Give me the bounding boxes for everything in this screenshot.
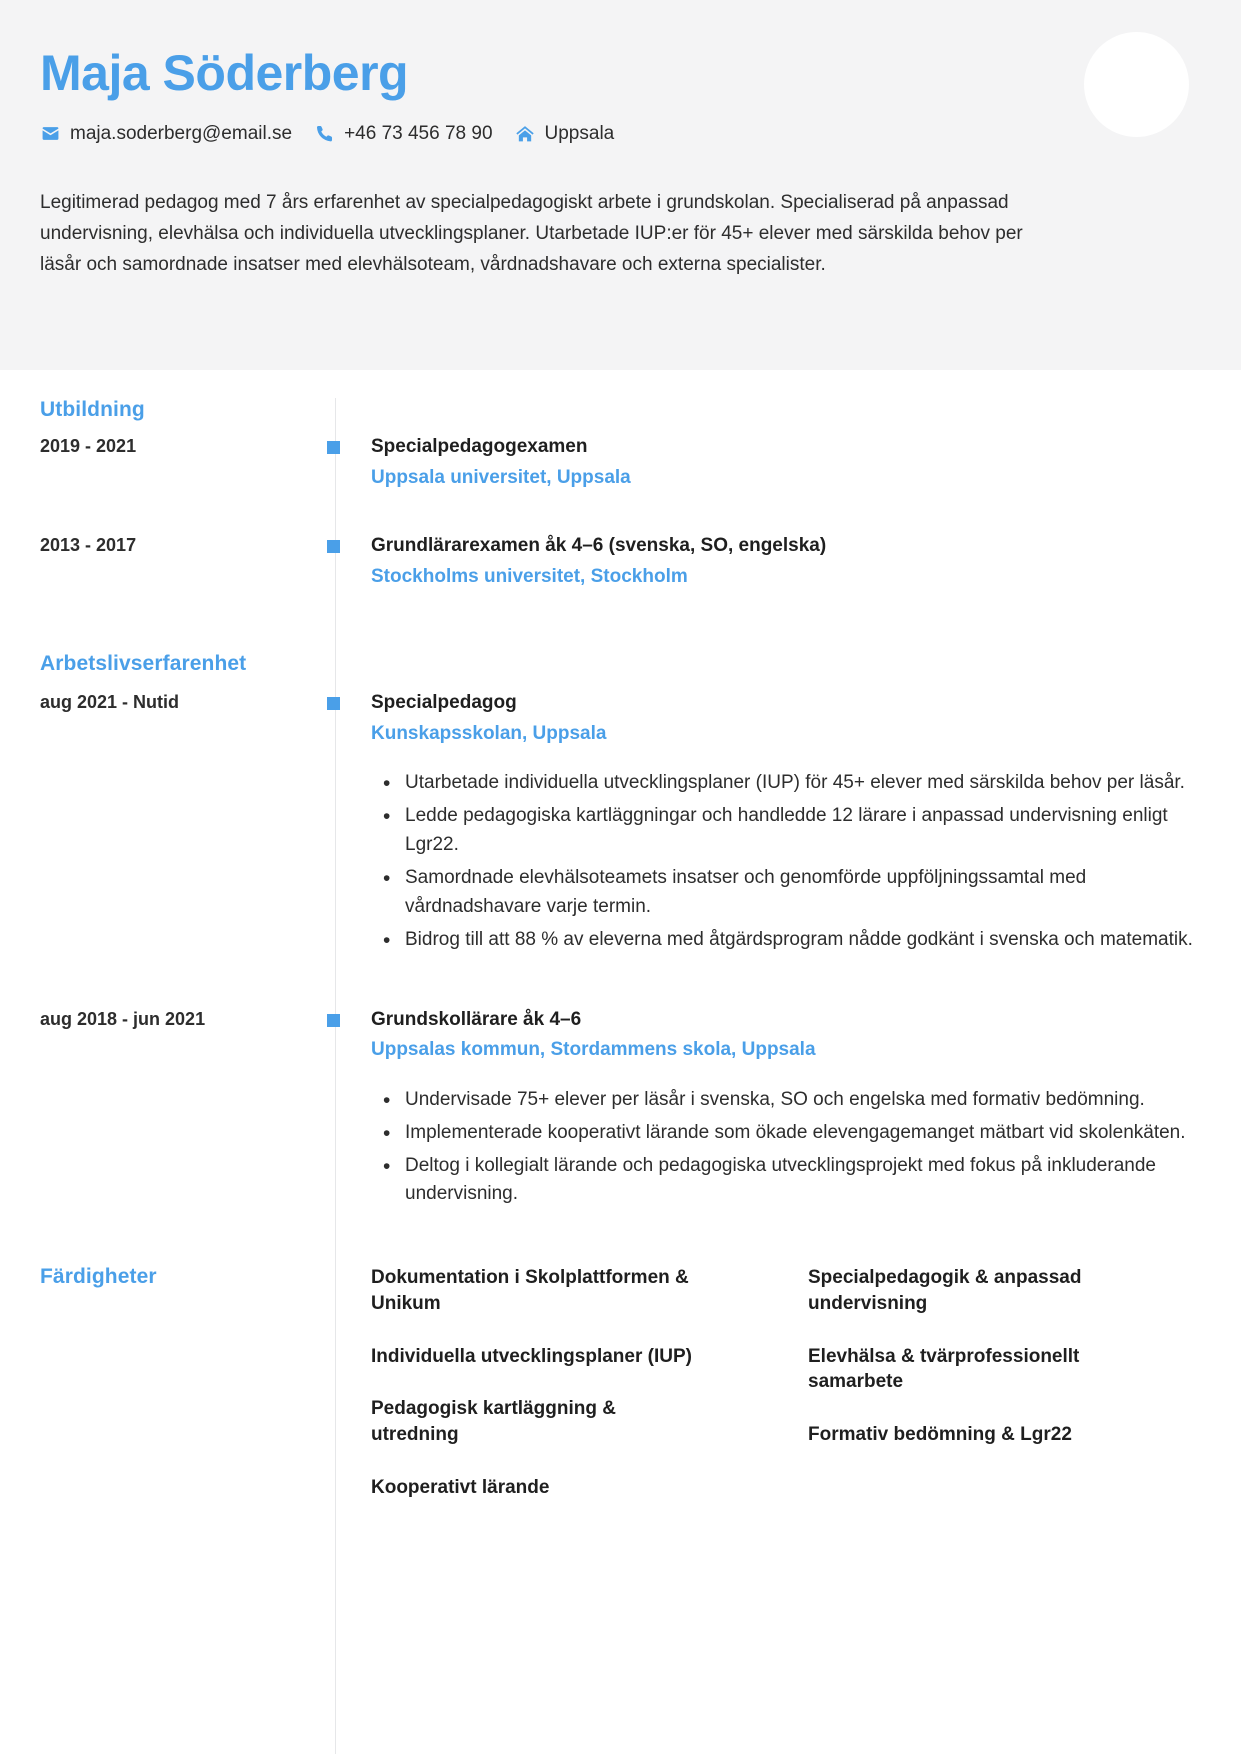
- skills-column-left: [371, 1265, 764, 1527]
- list-item: • Undervisade 75+ elever per läsår i svenska, SO och engelska med formativ bedömning.: [405, 1086, 1201, 1115]
- education-date: 2019 - 2021: [40, 436, 137, 456]
- list-item: • Samordnade elevhälsoteamets insatser och genomförde uppföljningssamtal med vårdnadshavare varje termin.: [405, 864, 1201, 922]
- list-item: • Ledde pedagogiska kartläggningar och handledde 12 lärare i anpassad undervisning enligt Lgr22.: [405, 802, 1201, 860]
- experience-bullet-list: [371, 769, 1201, 954]
- list-item: • Deltog i kollegialt lärande och pedagogiska utvecklingsprojekt med fokus på inkluderande undervisning.: [405, 1152, 1201, 1210]
- skill-item: Pedagogisk kartläggning & utredning: [371, 1398, 616, 1445]
- experience-employer: Kunskapsskolan, Uppsala: [371, 722, 607, 744]
- experience-role: Grundskollärare åk 4–6: [371, 1008, 582, 1030]
- timeline-marker-icon: [327, 441, 340, 454]
- list-item: • Bidrog till att 88 % av eleverna med åtgärdsprogram nådde godkänt i svenska och matematik.: [405, 926, 1201, 955]
- skills-rail: [40, 1265, 335, 1289]
- section-title-skills: Färdigheter: [40, 1265, 157, 1289]
- contact-row: [40, 123, 1201, 144]
- experience-bullet-list: [371, 1086, 1201, 1210]
- section-title-experience: Arbetslivserfarenhet: [40, 652, 247, 676]
- contact-email-value: maja.soderberg@email.se: [70, 123, 293, 144]
- timeline-marker-icon: [327, 540, 340, 553]
- resume-header: [0, 0, 1241, 370]
- education-entry: [40, 434, 1201, 491]
- skill-item: Specialpedagogik & anpassad undervisning: [808, 1267, 1082, 1314]
- phone-icon: [314, 123, 335, 144]
- education-entry: [40, 533, 1201, 590]
- education-school: Stockholms universitet, Stockholm: [371, 565, 688, 587]
- experience-rail: [40, 652, 335, 676]
- timeline-marker-icon: [327, 1014, 340, 1027]
- education-degree: Specialpedagogexamen: [371, 436, 588, 457]
- contact-location-value: Uppsala: [544, 123, 615, 144]
- education-details: [335, 434, 1201, 491]
- experience-date: aug 2021 - Nutid: [40, 692, 180, 713]
- experience-entry: [40, 1007, 1201, 1214]
- contact-email[interactable]: [40, 123, 292, 144]
- education-rail: [40, 398, 335, 422]
- experience-entry: [40, 690, 1201, 958]
- education-degree: Grundlärarexamen åk 4–6 (svenska, SO, engelska): [371, 535, 827, 557]
- education-date: 2013 - 2017: [40, 535, 137, 556]
- skill-item: Dokumentation i Skolplattformen & Unikum: [371, 1267, 689, 1314]
- page-title: Maja Söderberg: [40, 45, 409, 101]
- experience-role: Specialpedagog: [371, 692, 517, 714]
- contact-phone[interactable]: [314, 123, 492, 144]
- education-details: [335, 533, 1201, 590]
- section-skills: [40, 1265, 1201, 1527]
- section-title-education: Utbildning: [40, 398, 145, 421]
- education-school: Uppsala universitet, Uppsala: [371, 466, 631, 488]
- section-experience-header: [40, 652, 1201, 676]
- skill-item: Elevhälsa & tvärprofessionellt samarbete: [808, 1345, 1080, 1393]
- skills-column-right: [808, 1265, 1201, 1527]
- avatar: [1084, 32, 1189, 137]
- timeline-marker-icon: [327, 697, 340, 710]
- section-education-header: [40, 398, 1201, 422]
- contact-phone-value: +46 73 456 78 90: [344, 123, 493, 144]
- skill-item: Individuella utvecklingsplaner (IUP): [371, 1345, 692, 1367]
- home-icon: [515, 123, 536, 144]
- resume-body: [0, 398, 1241, 1527]
- skill-item: Kooperativt lärande: [371, 1476, 550, 1498]
- contact-location[interactable]: [515, 123, 615, 144]
- experience-details: [335, 1007, 1201, 1214]
- skills-grid: [371, 1265, 1201, 1527]
- skill-item: Formativ bedömning & Lgr22: [808, 1423, 1072, 1445]
- experience-date: aug 2018 - jun 2021: [40, 1008, 206, 1029]
- experience-employer: Uppsalas kommun, Stordammens skola, Uppsala: [371, 1039, 816, 1061]
- envelope-icon: [40, 123, 61, 144]
- professional-summary: Legitimerad pedagog med 7 års erfarenhet av specialpedagogiskt arbete i grundskolan. Specialiserad på anpassad undervisning, elevhälsa och individuella utvecklingsplaner. Utarbetade IUP:er för 45+ elever med särskilda behov per läsår och samordnade insatser med elevhälsoteam, vårdnadshavare och externa specialister.: [40, 192, 1023, 275]
- experience-details: [335, 690, 1201, 958]
- list-item: • Utarbetade individuella utvecklingsplaner (IUP) för 45+ elever med särskilda behov per läsår.: [405, 769, 1201, 798]
- list-item: • Implementerade kooperativt lärande som ökade elevengagemanget mätbart vid skolenkäten.: [405, 1119, 1201, 1148]
- skills-content: [335, 1265, 1201, 1527]
